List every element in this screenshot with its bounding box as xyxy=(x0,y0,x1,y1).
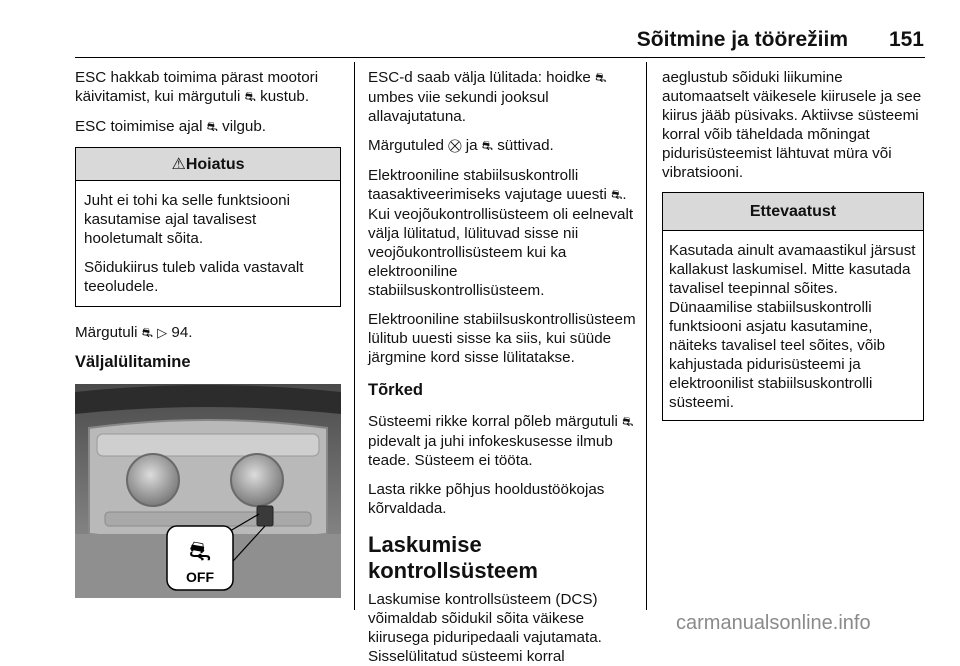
page-number: 151 xyxy=(888,28,924,51)
panel-slot xyxy=(97,434,319,456)
caution-text: Kasutada ainult avamaastikul järsust kallakust laskumisel. Mitte kasutada tavalisel teepinnal sõites. Dünaamilise stabiilsuskontrolli funktsiooni asjatu kasutamine, näiteks tavalisel teel sõites, võib kahjustada pidurisüsteemi ja elektroonilist stabiilsuskontrolli süsteemi. xyxy=(669,242,916,411)
caution-box xyxy=(662,192,924,421)
left-knob xyxy=(127,454,179,506)
paragraph: Elektrooniline stabiilsuskontrollisüsteem lülitub uuesti sisse ka siis, kui süüde järgmine kord sisse lülitatakse. xyxy=(368,311,636,366)
paragraph: Laskumise kontrollsüsteem (DCS) võimaldab sõidukil sõita väikese kiirusega piduripedaali vajutamata. Sisselülitatud süsteemi korral xyxy=(368,591,602,665)
column-2 xyxy=(368,68,636,666)
paragraph: Märgutuli ⛐ ▷ 94. xyxy=(75,324,193,341)
warning-text: Juht ei tohi ka selle funktsiooni kasutamise ajal tavalisest hooletumalt sõita. xyxy=(84,192,290,247)
column-3 xyxy=(662,68,924,433)
warning-box xyxy=(75,147,341,307)
paragraph: ESC toimimise ajal ⛐ vilgub. xyxy=(75,118,267,135)
skid-car-icon: ⛐ xyxy=(141,326,153,341)
paragraph: ESC hakkab toimima pärast mootori käivitamist, kui märgutuli ⛐ kustub. xyxy=(75,69,319,105)
photo-off-label: OFF xyxy=(186,569,214,585)
section-subhead: Väljalülitamine xyxy=(75,353,191,371)
column-1 xyxy=(75,68,341,598)
warning-triangle-icon: ⚠ xyxy=(171,154,186,173)
skid-car-icon: ⛐ xyxy=(622,415,634,430)
paragraph: Süsteemi rikke korral põleb märgutuli ⛐ pidevalt ja juhi infokeskusesse ilmub teade. Süsteem ei tööta. xyxy=(368,413,634,469)
caution-box-body xyxy=(663,231,923,420)
traction-off-icon: ⛒ xyxy=(448,139,462,154)
section-subhead: Tõrked xyxy=(368,381,424,399)
skid-car-button-icon: ⛐ xyxy=(611,188,623,203)
dashboard-photo xyxy=(75,384,341,598)
section-heading: Laskumise kontrollsüsteem xyxy=(368,532,538,583)
paragraph: ESC-d saab välja lülitada: hoidke ⛐ umbes viie sekundi jooksul allavajutatuna. xyxy=(368,69,607,125)
column-divider-1 xyxy=(354,62,355,610)
warning-box-header: ⚠Hoiatus xyxy=(76,148,340,181)
skid-car-icon: ⛐ xyxy=(206,120,218,135)
paragraph: Elektrooniline stabiilsuskontrolli taasaktiveerimiseks vajutage uuesti ⛐. Kui veojõukontrollisüsteem oli eelnevalt välja lülitatud, lülituvad sisse nii veojõukontrollisüsteem kui ka elektrooniline stabiilsuskontrollisüsteem. xyxy=(368,167,634,299)
paragraph: Märgutuled ⛒ ja ⛐ süttivad. xyxy=(368,137,554,154)
esc-switch xyxy=(257,506,273,526)
header-rule xyxy=(75,57,925,58)
watermark: carmanualsonline.info xyxy=(676,612,871,634)
right-knob xyxy=(231,454,283,506)
skid-car-icon: ⛐ xyxy=(244,90,256,105)
page-header-title: Sõitmine ja töörežiim xyxy=(636,28,848,51)
column-divider-2 xyxy=(646,62,647,610)
skid-car-button-icon: ⛐ xyxy=(595,71,607,86)
skid-car-off-icon: ⛐ xyxy=(188,537,212,567)
page-reference-triangle-icon: ▷ xyxy=(157,326,168,341)
skid-car-off-icon: ⛐ xyxy=(481,139,493,154)
caution-box-header: Ettevaatust xyxy=(663,193,923,231)
warning-text: Sõidukiirus tuleb valida vastavalt teeoludele. xyxy=(84,259,304,295)
paragraph: aeglustub sõiduki liikumine automaatselt väikesele kiirusele ja see kiirus jääb püsivaks. Aktiivse süsteemi korral võib täheldada mõningat pidurisüsteemist lähtuvat müra või vibratsiooni. xyxy=(662,69,922,181)
warning-box-body xyxy=(76,181,340,306)
button-row xyxy=(105,512,311,526)
paragraph: Lasta rikke põhjus hooldustöökojas kõrvaldada. xyxy=(368,481,605,517)
